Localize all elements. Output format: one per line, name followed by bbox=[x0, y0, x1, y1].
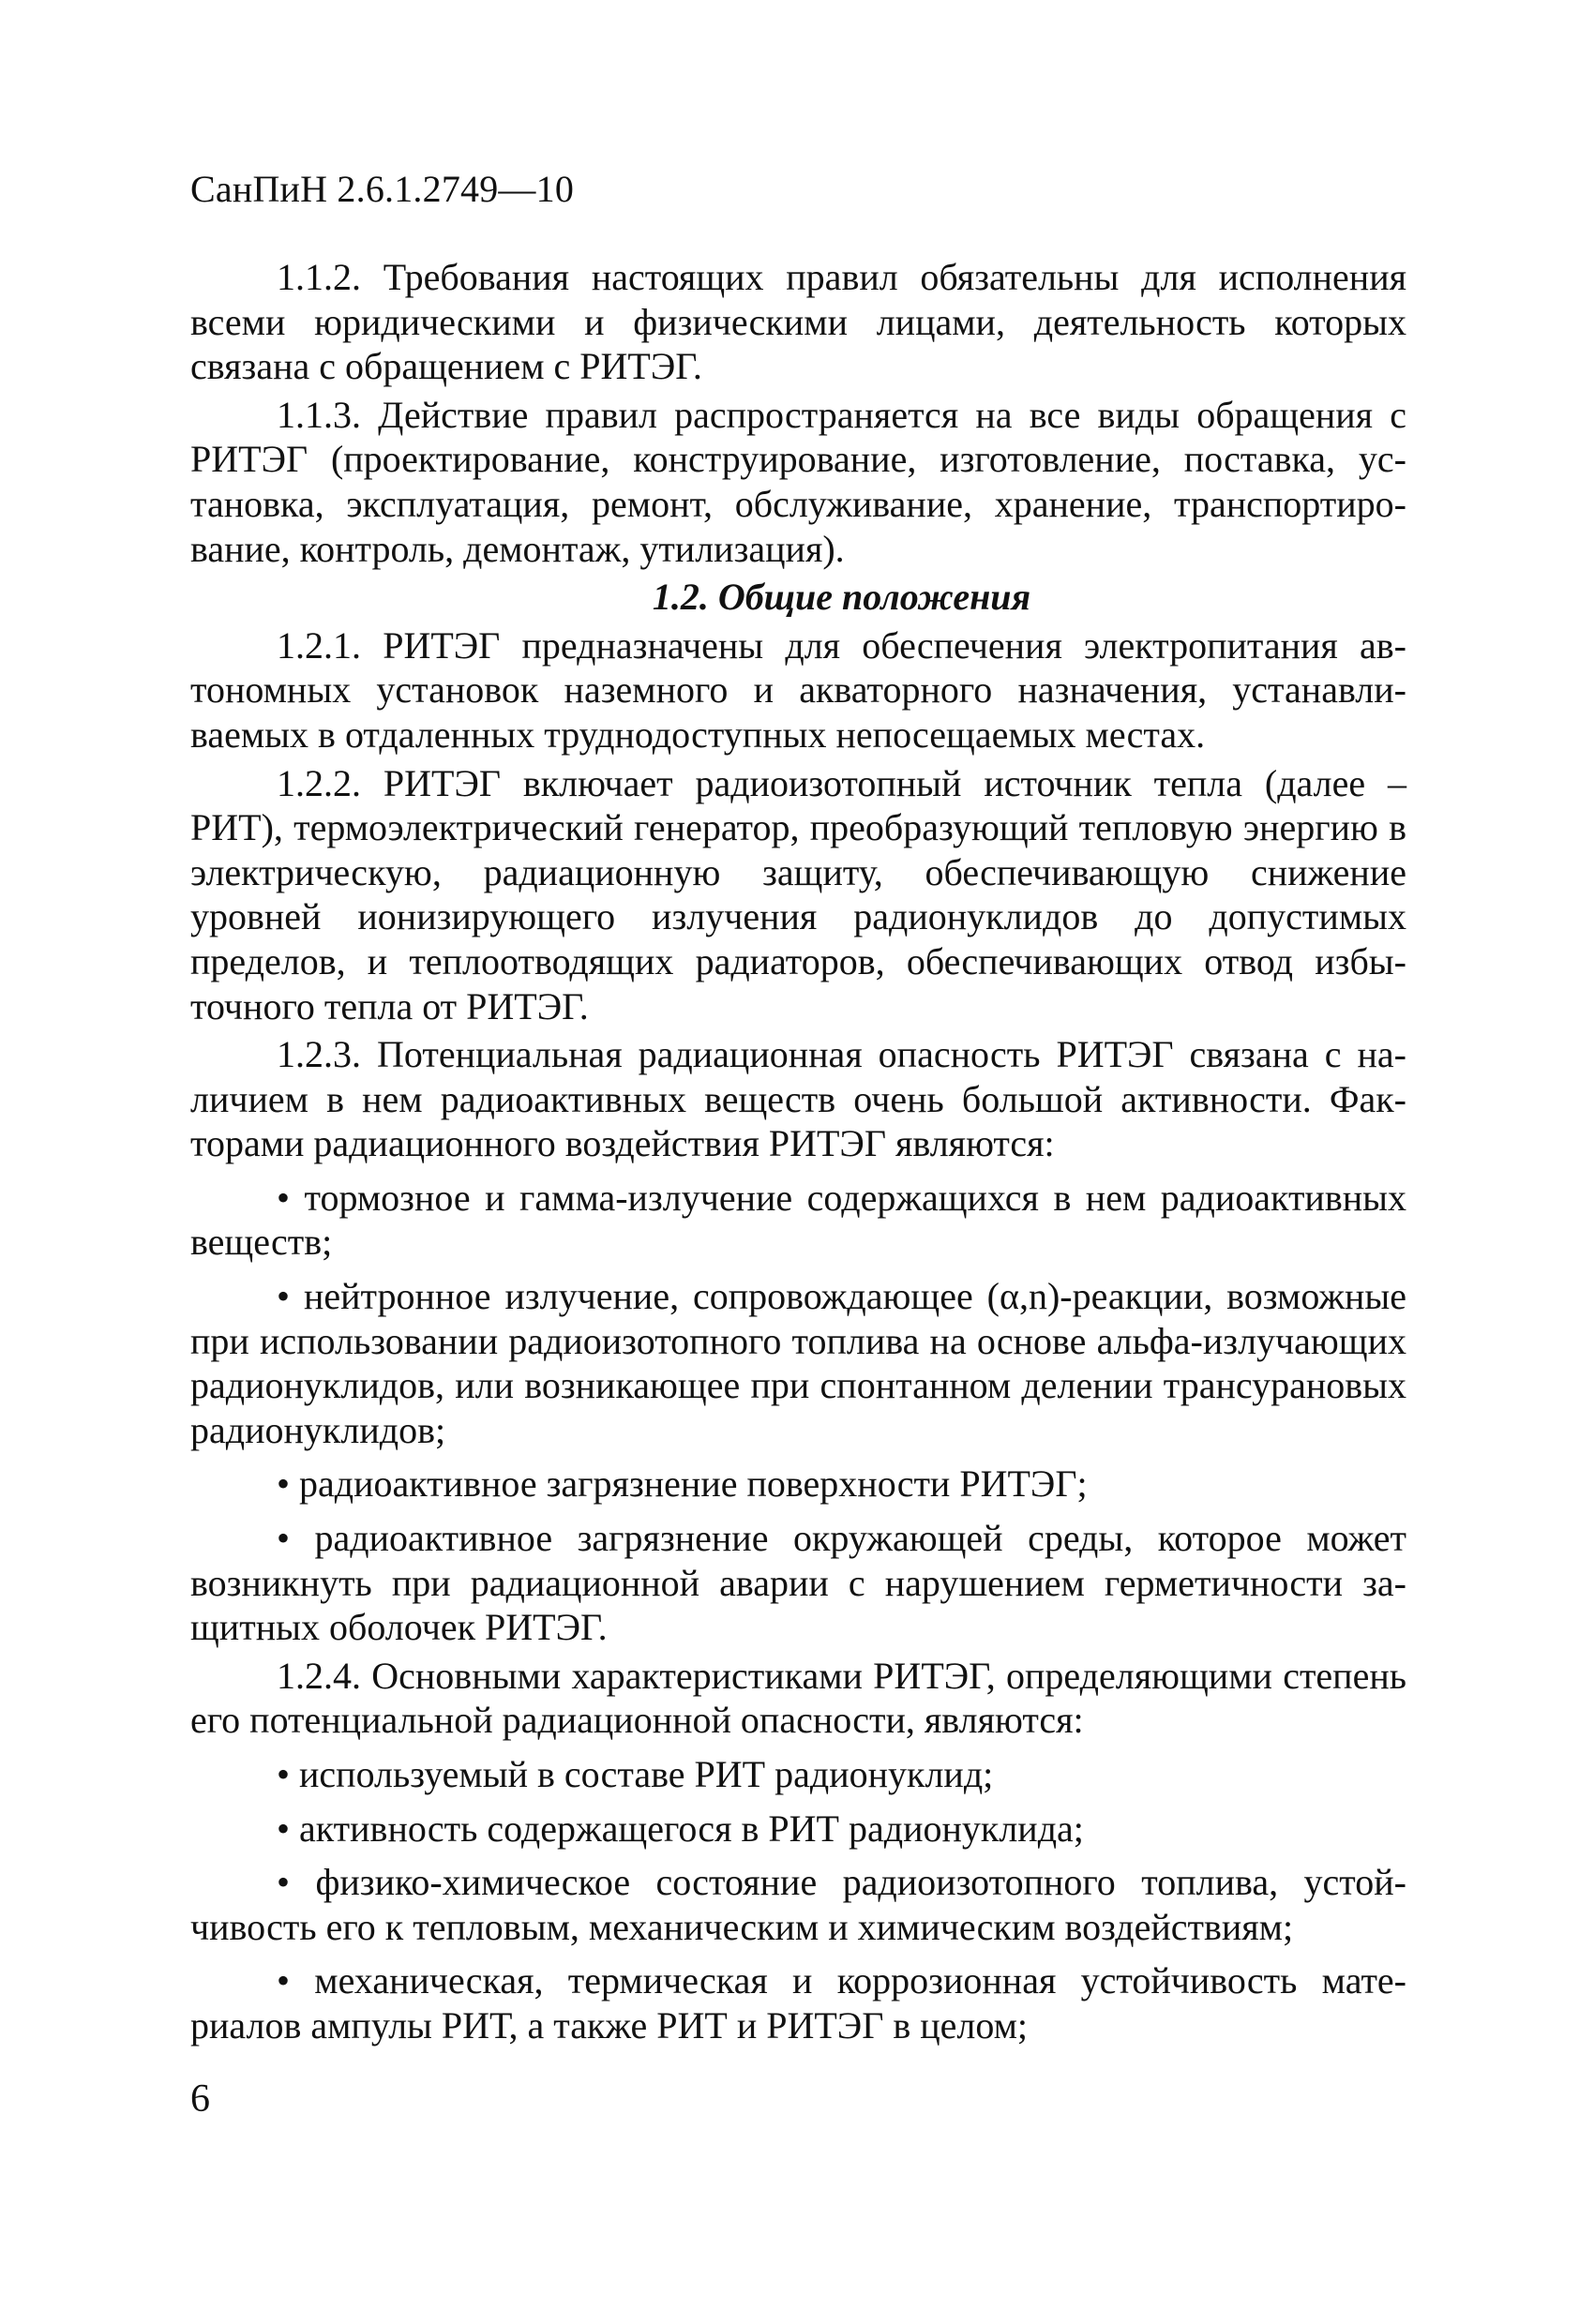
paragraph-1-2-3: 1.2.3. Потенциальная радиационная опасность РИТЭГ связана с наличием в нем радиоактивных веществ очень большой активности. Факторами радиационного воздействия РИТЭГ являются: bbox=[190, 1033, 1406, 1165]
page-number: 6 bbox=[190, 2077, 210, 2121]
paragraph-1-2-2: 1.2.2. РИТЭГ включает радиоизотопный источник тепла (далее – РИТ), термоэлектрический генератор, преобразующий тепловую энергию в электрическую, радиационную защиту, обеспечивающую снижение уровней ионизирующего излучения радионуклидов до допустимых пределов, и теплоотводящих радиаторов, обеспечивающих отвод избыточного тепла от РИТЭГ. bbox=[190, 761, 1406, 1027]
bullet-item: • активность содержащегося в РИТ радионуклида; bbox=[277, 1807, 1084, 1850]
section-heading: 1.2. Общие положения bbox=[652, 576, 1031, 619]
main-text bbox=[190, 255, 1406, 2048]
paragraph-1-2-4: 1.2.4. Основными характеристиками РИТЭГ, определяющими степень его потенциальной радиационной опасности, являются: bbox=[190, 1654, 1406, 1742]
bullet-item: • тормозное и гамма-излучение содержащихся в нем радиоактивных веществ; bbox=[190, 1176, 1406, 1264]
bullet-item: • радиоактивное загрязнение окружающей среды, которое может возникнуть при радиационной аварии с нарушением герметичности защитных оболочек РИТЭГ. bbox=[190, 1517, 1406, 1649]
bullet-item: • нейтронное излучение, сопровождающее (α,n)-реакции, возможные при использовании радиоизотопного топлива на основе альфа-излучающих радионуклидов, или возникающее при спонтанном делении трансурановых радионуклидов; bbox=[190, 1275, 1406, 1451]
bullet-item: • радиоактивное загрязнение поверхности РИТЭГ; bbox=[277, 1462, 1088, 1506]
document-code-header: СанПиН 2.6.1.2749—10 bbox=[190, 168, 575, 210]
bullet-item: • механическая, термическая и коррозионная устойчивость материалов ампулы РИТ, а также РИТ и РИТЭГ в целом; bbox=[190, 1959, 1406, 2047]
paragraph-1-1-3: 1.1.3. Действие правил распространяется на все виды обращения с РИТЭГ (проектирование, конструирование, изготовление, поставка, установка, эксплуатация, ремонт, обслуживание, хранение, транспортирование, контроль, демонтаж, утилизация). bbox=[190, 393, 1406, 570]
paragraph-1-1-2: 1.1.2. Требования настоящих правил обязательны для исполнения всеми юридическими и физическими лицами, деятельность которых связана с обращением с РИТЭГ. bbox=[190, 256, 1406, 388]
bullet-item: • используемый в составе РИТ радионуклид; bbox=[277, 1753, 994, 1795]
paragraph-1-2-1: 1.2.1. РИТЭГ предназначены для обеспечения электропитания автономных установок наземного и акваторного назначения, устанавливаемых в отдаленных труднодоступных непосещаемых местах. bbox=[190, 623, 1406, 756]
bullet-item: • физико-химическое состояние радиоизотопного топлива, устойчивость его к тепловым, механическим и химическим воздействиям; bbox=[190, 1861, 1406, 1948]
